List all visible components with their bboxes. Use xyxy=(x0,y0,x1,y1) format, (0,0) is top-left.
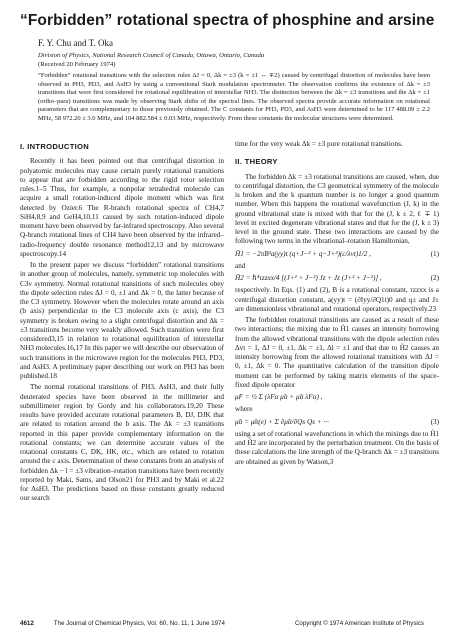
equation-2 xyxy=(235,274,439,283)
final-paragraph: using a set of rotational wavefunctions in which the mixings due to H̃1 and H̃2 are incorporated by the perturbation treatment. On the basis of these calculations the line strength of the Q-branch Δk = ±3 transitions are obtained as given by Watson,3 xyxy=(235,429,439,466)
and-word: and xyxy=(235,261,246,270)
equation-3 xyxy=(235,418,439,427)
equation-3-body: μ̃α = μ̃α(e) + Σ ∂μ̃α/∂Qs Qs + ··· xyxy=(235,417,329,426)
intro-paragraph-1: Recently it has been pointed out that centrifugal distortion in polyatomic molecules may cause certain purely rotational transitions to appear that are forbidden according to the rigid rotor selection rules.1–5 Thus, for example, a nonpolar tetrahedral molecule can acquire a small rotation-induced dipole moment which was first detected by Ozier.6 The R-branch rotational spectra of CH4,7 SiH4,8,9 and GeH4,10,11 caused by such rotation-induced dipole moment have been observed by far-infrared spectroscopy. Also several Q-branch rotational lines of CH4 have been observed by the infrared–radio-frequency double resonance method12,13 and by microwave spectroscopy.14 xyxy=(20,157,224,258)
equation-2-body: H̃2 = ℏ⁴τzzxx/4 [(J+² + J−²) Jz + Jz (J+² + J−²)] , xyxy=(235,274,382,282)
after-equation-paragraph: respectively. In Eqs. (1) and (2), B is a rotational constant, τzzxx is a centrifugal distortion constant, a(yy)t = (∂Iyy/∂Q1t)0 and q± and J± are dimensionless vibrational and rotational operators, respectively.23 xyxy=(235,286,439,313)
equation-3-number: (3) xyxy=(430,417,439,426)
where-word: where xyxy=(235,405,253,414)
abstract: “Forbidden” rotational transitions with the selection rules ΔJ = 0, Δk = ±3 (k = ±1 ↔ ∓2) caused by centrifugal distortion of molecules have been observed in PH3, PD3, and AsH3 by using a conventional Stark modulation spectrometer. The observation confirms the existence of Δk = ±3 transitions that were first considered for rotational equilibration of interstellar NH3. The distinction between the Δk = ±3 transitions and the Δk = ±1 (ortho–para) transitions was made by observing Stark shifts of the spectral lines. The observed spectra provide accurate information on rotational parameters that are complementary to those previously obtained. The C constants for PH3, PD3, and AsH3 were determined to be 117 488.09 ± 2.2 MHz, 58 972.20 ± 3.0 MHz, and 104 882.584 ± 0.03 MHz, respectively. From these constants the molecular structures were determined. xyxy=(38,72,430,122)
section-heading-introduction: I. INTRODUCTION xyxy=(20,142,90,151)
equation-1-body: H̃1 = −2πB²a(yy)t (q+J−² + q−J+²)(c/λvt)1/2 , xyxy=(235,249,371,258)
page-footer xyxy=(20,620,435,627)
equation-dipole xyxy=(235,393,439,402)
intro-continuation: time for the very weak Δk = ±3 pure rotational transitions. xyxy=(235,140,403,148)
equation-1-number: (1) xyxy=(430,249,439,258)
section-heading-theory: II. THEORY xyxy=(235,157,278,167)
received-date: (Received 20 February 1974) xyxy=(38,61,116,68)
left-column xyxy=(20,140,224,506)
intro-paragraph-2: In the present paper we discuss “forbidden” rotational transitions in another group of molecules, namely, symmetric top molecules with C3v symmetry. Normal rotational transitions of such molecules obey the dipole selection rules ΔJ = 0, ±1 and Δk = 0, the latter because of the C3 symmetry. However when the molecules rotate around an axis (b axis) perpendicular to the C3 molecule axis (c axis), the C3 symmetry is broken owing to a slight centrifugal distortion and Δk = ±3 transitions become very weakly allowed. Such transition were first considered3,15 in relation to rotational equilibration of interstellar NH3 molecules.16,17 In this paper we will describe our observation of such transitions in the microwave region for the molecules PH3, PD3, and AsH3. A preliminary paper describing our work on PH3 has been published.18 xyxy=(20,261,224,380)
article-title: “Forbidden” rotational spectra of phosphine and arsine xyxy=(20,12,435,29)
intro-paragraph-3: The normal rotational transitions of PH3, AsH3, and their fully deuterated species have been observed in the millimeter and submillimeter region by Gordy and his collaborators.19,20 These results have provided accurate rotational parameters B, DJ, DJK that are related to rotation around the b axis. The Δk = ±3 transitions reported in this paper provide complementary information on the rotational constants; we can determine accurate values of the rotational constants C, DK, HK, etc., which are related to rotation around the c axis. Determination of these constants from an analysis of forbidden Δk − l = ±3 vibration–rotation transitions have been recently reported by Maki, Sams, and Olson21 for PH3 and by Maki et al.22 for AsH3. The predictions based on these constants greatly reduced our search xyxy=(20,383,224,503)
equation-2-number: (2) xyxy=(430,274,439,282)
equation-dipole-body: μF = ½ Σ (λFα μ̃α + μ̃α λFα) , xyxy=(235,393,323,401)
authors: F. Y. Chu and T. Oka xyxy=(38,38,113,48)
equation-1 xyxy=(235,250,439,259)
right-column xyxy=(235,140,439,469)
copyright-notice: Copyright © 1974 American Institute of Physics xyxy=(294,620,424,627)
journal-citation: The Journal of Chemical Physics, Vol. 60, No. 11, 1 June 1974 xyxy=(53,620,225,627)
affiliation: Division of Physics, National Research Council of Canada, Ottawa, Ontario, Canada xyxy=(38,52,265,59)
mixing-paragraph: The forbidden rotational transitions are caused as a result of these two interactions; the mixing due to H̃1 causes an intensity borrowing from the allowed vibrational transitions with the dipole selection rules Δvt = 1, ΔJ = 0, ±1, Δk = ±1, Δl = ±1 and that due to H̃2 causes an intensity borrowing from the allowed rotational transitions with ΔJ = 0, ±1, Δk = 0. The quantitative calculation of the transition dipole moment can be performed by taking matrix elements of the space-fixed dipole operator xyxy=(235,316,439,389)
theory-paragraph: The forbidden Δk = ±3 rotational transitions are caused, when, due to centrifugal distortion, the C3 geometrical symmetry of the molecule is broken and the k quantum number is no longer a good quantum number. When this happens the rotational wavefunction (J, k) in the ground vibrational state is mixed with that for the (J, k ± 2, ℓ ∓ 1) level in excited degenerate vibrational states and that for the (J, k ± 3) level in the ground state. These two interactions are caused by the following two terms in the vibrational–rotation Hamiltonian, xyxy=(235,172,439,246)
page-number: 4612 xyxy=(20,620,34,627)
